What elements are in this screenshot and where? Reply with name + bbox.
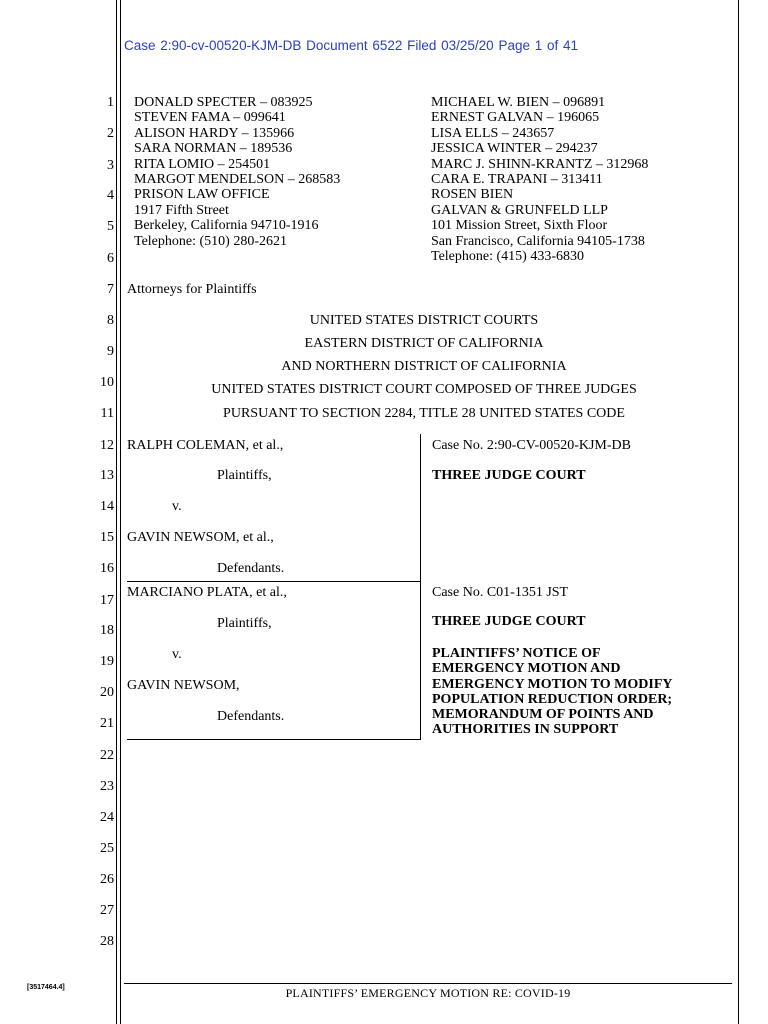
counsel-line: MARGOT MENDELSON – 268583	[134, 172, 341, 188]
court-caption-line: UNITED STATES DISTRICT COURT COMPOSED OF THREE JUDGES	[211, 382, 637, 397]
footer-title: PLAINTIFFS’ EMERGENCY MOTION RE: COVID-19	[285, 986, 571, 1000]
left-margin-rule-outer	[116, 0, 117, 1024]
footer-rule	[124, 983, 732, 984]
counsel-line: LISA ELLS – 243657	[431, 125, 555, 141]
counsel-line: PRISON LAW OFFICE	[134, 187, 270, 203]
line-number: 5	[107, 219, 114, 234]
caption-divider-middle	[127, 581, 421, 582]
document-title-line: POPULATION REDUCTION ORDER;	[432, 691, 673, 707]
court-caption-line: AND NORTHERN DISTRICT OF CALIFORNIA	[281, 359, 567, 374]
line-number: 18	[100, 623, 114, 638]
line-number: 14	[100, 499, 114, 514]
defendants-label: Defendants.	[217, 561, 285, 576]
defendant-name: GAVIN NEWSOM, et al.,	[127, 530, 274, 545]
counsel-line: JESSICA WINTER – 294237	[431, 141, 598, 157]
counsel-line: GALVAN & GRUNFELD LLP	[431, 202, 608, 218]
versus: v.	[172, 647, 182, 662]
counsel-line: STEVEN FAMA – 099641	[134, 110, 286, 126]
line-number: 9	[107, 344, 114, 359]
line-number: 16	[100, 561, 114, 576]
plaintiff-name: RALPH COLEMAN, et al.,	[127, 438, 284, 453]
line-number: 11	[100, 406, 114, 421]
document-title-line: AUTHORITIES IN SUPPORT	[432, 722, 619, 738]
plaintiff-name: MARCIANO PLATA, et al.,	[127, 585, 287, 600]
counsel-line: MARC J. SHINN-KRANTZ – 312968	[431, 156, 649, 172]
left-margin-rule-inner	[120, 0, 121, 1024]
plaintiffs-label: Plaintiffs,	[217, 468, 272, 483]
counsel-line: CARA E. TRAPANI – 313411	[431, 172, 603, 188]
document-title	[432, 646, 672, 738]
counsel-line: ALISON HARDY – 135966	[134, 125, 295, 141]
counsel-line: DONALD SPECTER – 083925	[134, 95, 313, 110]
line-number: 2	[107, 126, 114, 141]
right-margin-rule	[738, 0, 739, 1024]
line-number: 28	[100, 934, 114, 949]
counsel-line: Telephone: (415) 433-6830	[431, 249, 584, 265]
defendants-label: Defendants.	[217, 709, 285, 724]
counsel-line: MICHAEL W. BIEN – 096891	[431, 95, 606, 110]
counsel-line: 1917 Fifth Street	[134, 202, 229, 218]
line-number: 26	[100, 872, 114, 887]
court-designation: THREE JUDGE COURT	[432, 468, 586, 483]
case-number: Case No. 2:90-CV-00520-KJM-DB	[432, 438, 631, 453]
document-id: [3517464.4]	[27, 984, 65, 991]
attorneys-for: Attorneys for Plaintiffs	[127, 282, 257, 297]
counsel-line: ROSEN BIEN	[431, 187, 514, 203]
case-header: Case 2:90-cv-00520-KJM-DB Document 6522 Filed 03/25/20 Page 1 of 41	[124, 38, 579, 53]
line-number: 27	[100, 903, 114, 918]
court-caption-line: EASTERN DISTRICT OF CALIFORNIA	[304, 336, 544, 351]
document-title-line: EMERGENCY MOTION TO MODIFY	[432, 676, 673, 692]
court-caption-line: UNITED STATES DISTRICT COURTS	[309, 313, 539, 328]
line-number: 13	[100, 468, 114, 483]
counsel-line: RITA LOMIO – 254501	[134, 156, 271, 172]
line-number: 7	[107, 282, 114, 297]
document-title-line: EMERGENCY MOTION AND	[432, 661, 621, 677]
line-number: 21	[100, 716, 114, 731]
document-title-line: MEMORANDUM OF POINTS AND	[432, 707, 654, 723]
counsel-line: ERNEST GALVAN – 196065	[431, 110, 600, 126]
document-title-line: PLAINTIFFS’ NOTICE OF	[432, 646, 601, 661]
counsel-line: Berkeley, California 94710-1916	[134, 218, 319, 234]
court-caption-line: PURSUANT TO SECTION 2284, TITLE 28 UNITED STATES CODE	[223, 406, 625, 421]
counsel-line: San Francisco, California 94105-1738	[431, 233, 645, 249]
line-number: 4	[107, 188, 114, 203]
counsel-line: 101 Mission Street, Sixth Floor	[431, 218, 608, 234]
defendant-name: GAVIN NEWSOM,	[127, 678, 240, 693]
line-number: 19	[100, 654, 114, 669]
line-number: 12	[100, 438, 114, 453]
counsel-line: Telephone: (510) 280-2621	[134, 233, 287, 249]
line-number: 25	[100, 841, 114, 856]
line-number: 1	[107, 95, 114, 110]
counsel-block-right	[431, 95, 648, 264]
caption-divider-bottom	[127, 739, 421, 740]
line-number: 17	[100, 593, 114, 608]
line-number: 24	[100, 810, 114, 825]
court-designation: THREE JUDGE COURT	[432, 614, 586, 629]
counsel-block-left	[134, 95, 340, 249]
line-number: 22	[100, 748, 114, 763]
line-number: 20	[100, 685, 114, 700]
line-number: 3	[107, 158, 114, 173]
line-number: 15	[100, 530, 114, 545]
line-number: 6	[107, 251, 114, 266]
line-number: 23	[100, 779, 114, 794]
line-number: 10	[100, 375, 114, 390]
line-number: 8	[107, 313, 114, 328]
case-number: Case No. C01-1351 JST	[432, 585, 569, 600]
caption-divider-vertical	[420, 434, 421, 740]
versus: v.	[172, 499, 182, 514]
counsel-line: SARA NORMAN – 189536	[134, 141, 293, 157]
plaintiffs-label: Plaintiffs,	[217, 616, 272, 631]
